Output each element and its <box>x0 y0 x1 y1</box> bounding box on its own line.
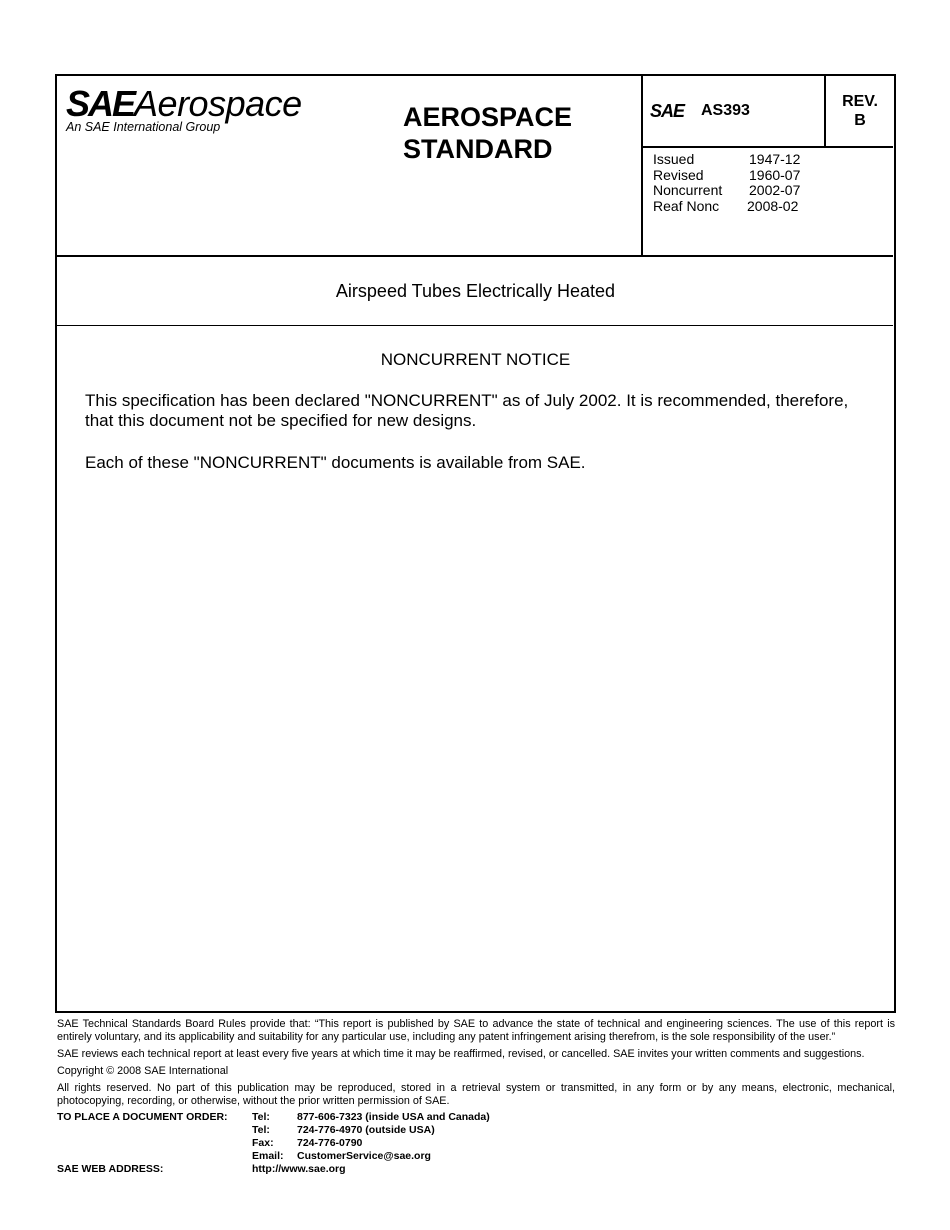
standard-title-line2: STANDARD <box>403 134 553 164</box>
sae-aerospace-logo <box>66 84 302 134</box>
logo-aerospace-text: Aerospace <box>134 83 302 124</box>
date-row: Revised 1960-07 <box>653 166 801 183</box>
notice-paragraph-2: Each of these "NONCURRENT" documents is available from SAE. <box>85 453 586 472</box>
logo-sae-text: SAE <box>66 83 135 124</box>
notice-paragraph-1: This specification has been declared "NONCURRENT" as of July 2002. It is recommended, therefore, that this document not be specified for new designs. <box>85 391 849 430</box>
date-table <box>653 152 800 214</box>
phone-outside-usa: 724-776-4970 (outside USA) <box>297 1124 435 1136</box>
revision-box <box>826 92 894 130</box>
header-bottom-rule <box>56 255 893 257</box>
standard-title-line1: AEROSPACE <box>403 102 573 132</box>
fax-number: 724-776-0790 <box>297 1137 363 1149</box>
standard-title <box>403 101 572 165</box>
sae-mini-logo: SAE <box>650 101 685 121</box>
footer-copyright: Copyright © 2008 SAE International <box>57 1065 229 1077</box>
date-row: Issued 1947-12 <box>653 151 801 167</box>
logo-tagline: An SAE International Group <box>66 120 221 134</box>
web-label: SAE WEB ADDRESS: <box>57 1163 164 1175</box>
revision-label: REV. <box>842 93 878 110</box>
docnum-divider <box>641 146 893 148</box>
footer-rules: SAE Technical Standards Board Rules provide that: “This report is published by SAE to advance the state of technical and engineering sciences. The use of this report is entirely voluntary, and its applicability and suitability for any particular use, including any patent infringement arising therefrom, is the sole responsibility of the user.” <box>57 1018 895 1043</box>
notice-heading: NONCURRENT NOTICE <box>380 350 571 369</box>
title-bottom-rule <box>56 325 893 326</box>
footer-rights: All rights reserved. No part of this publication may be reproduced, stored in a retrieval system or transmitted, in any form or by any means, electronic, mechanical, photocopying, recording, or otherwise, without the prior written permission of SAE. <box>57 1082 895 1107</box>
email-link[interactable]: CustomerService@sae.org <box>297 1150 431 1162</box>
document-number: AS393 <box>701 102 750 119</box>
order-label: TO PLACE A DOCUMENT ORDER: <box>57 1111 228 1123</box>
document-title: Airspeed Tubes Electrically Heated <box>335 281 616 301</box>
footer-review: SAE reviews each technical report at least every five years at which time it may be reaffirmed, revised, or cancelled. SAE invites your written comments and suggestions. <box>57 1048 865 1060</box>
revision-value: B <box>854 112 866 129</box>
web-address-link[interactable]: http://www.sae.org <box>252 1163 346 1175</box>
phone-inside-usa: 877-606-7323 (inside USA and Canada) <box>297 1111 490 1123</box>
document-frame <box>55 74 896 1013</box>
date-row: Noncurrent 2002-07 <box>653 182 801 198</box>
date-row: Reaf Nonc 2008-02 <box>653 197 799 214</box>
header-divider-vertical <box>641 75 643 256</box>
